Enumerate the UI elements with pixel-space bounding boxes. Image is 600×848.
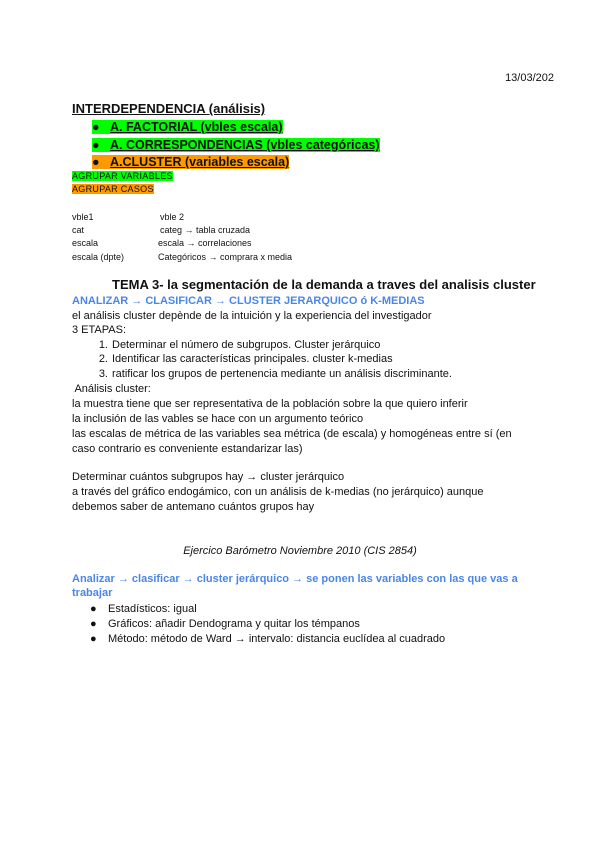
bullet-text: A. CORRESPONDENCIAS (vbles categóricas) xyxy=(110,138,380,152)
bullet-factorial xyxy=(92,120,283,134)
tema-title: TEMA 3- la segmentación de la demanda a traves del analisis cluster xyxy=(112,277,536,292)
etapas-label: 3 ETAPAS: xyxy=(72,324,127,336)
pair-right: categ → tabla cruzada xyxy=(160,225,251,235)
analizar-clasificar-path: Analizar → clasificar → cluster jerárquico → se ponen las variables con las que vas a trabajar xyxy=(72,573,518,599)
para2-line: Determinar cuántos subgrupos hay → cluster jerárquico xyxy=(72,471,345,483)
pair-left: vble1 xyxy=(72,212,94,222)
analizar-path: ANALIZAR → CLASIFICAR → CLUSTER JERARQUICO ó K-MEDIAS xyxy=(72,295,425,307)
pair-right: escala → correlaciones xyxy=(158,238,252,248)
bullet-text: A. FACTORIAL (vbles escala) xyxy=(110,120,283,134)
bullet-icon: ● xyxy=(92,138,100,152)
agrupar-variables: AGRUPAR VARIABLES xyxy=(72,171,173,181)
list-item: ● Método: método de Ward → intervalo: distancia euclídea al cuadrado xyxy=(90,633,446,645)
heading-interdependencia: INTERDEPENDENCIA (análisis) xyxy=(72,101,266,116)
bullet-text: A.CLUSTER (variables escala) xyxy=(110,155,290,169)
analisis-cluster-label: Análisis cluster: xyxy=(72,383,151,395)
bullet-icon: ● xyxy=(90,618,97,630)
bullet-icon: ● xyxy=(90,633,97,645)
etapa-item: 1. Determinar el número de subgrupos. Cluster jerárquico xyxy=(98,339,381,351)
bullet-icon: ● xyxy=(90,603,97,615)
bullet-icon: ● xyxy=(92,120,100,134)
para2-line: debemos saber de antemano cuántos grupos hay xyxy=(72,501,315,513)
para1-line: caso contrario es conveniente estandarizar las) xyxy=(72,443,303,455)
intro-line: el análisis cluster depènde de la intuición y la experiencia del investigador xyxy=(72,310,432,322)
bullet-cluster xyxy=(92,155,289,169)
list-item: ● Gráficos: añadir Dendograma y quitar los témpanos xyxy=(90,618,360,630)
ejercicio-title: Ejercico Barómetro Noviembre 2010 (CIS 2854) xyxy=(183,545,417,557)
bullet-correspondencias xyxy=(92,138,380,152)
para1-line: la inclusión de las vables se hace con un argumento teórico xyxy=(72,413,364,425)
pair-left: cat xyxy=(72,225,85,235)
pair-left: escala (dpte) xyxy=(72,252,125,262)
pair-right: Categóricos → comprara x media xyxy=(158,252,293,262)
para2-line: a través del gráfico endogámico, con un análisis de k-medias (no jerárquico) aunque xyxy=(72,486,484,498)
etapa-item: 2. Identificar las características principales. cluster k-medias xyxy=(98,353,393,365)
para1-line: la muestra tiene que ser representativa de la población sobre la que quiero inferir xyxy=(72,398,468,410)
para1-line: las escalas de métrica de las variables sea métrica (de escala) y homogéneas entre sí (en xyxy=(72,428,512,440)
date: 13/03/202 xyxy=(505,72,554,84)
etapa-item: 3. ratificar los grupos de pertenencia mediante un análisis discriminante. xyxy=(98,368,452,380)
agrupar-casos: AGRUPAR CASOS xyxy=(72,184,154,194)
pair-right: vble 2 xyxy=(160,212,185,222)
pair-left: escala xyxy=(72,238,99,248)
bullet-icon: ● xyxy=(92,155,100,169)
list-item: ● Estadísticos: igual xyxy=(90,603,197,615)
